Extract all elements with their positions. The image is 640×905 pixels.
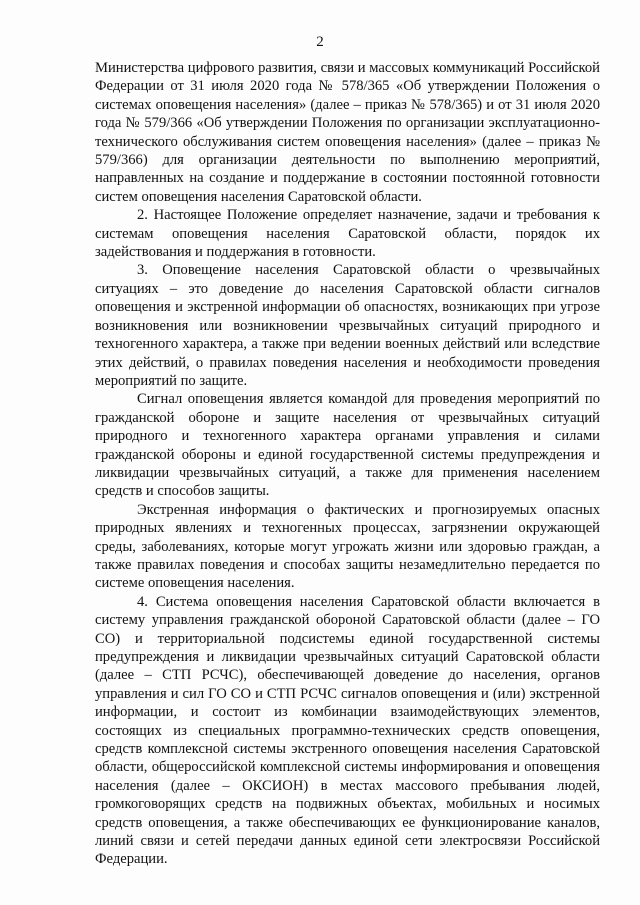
paragraph-item-4: 4. Система оповещения населения Саратовской области включается в систему управления гражданской обороной Саратовской области (далее – ГО СО) и территориальной подсистемы единой государственной системы предупреждения и ликвидации чрезвычайных ситуаций Саратовской области (далее – СТП РСЧС), обеспечивающей доведение до населения, органов управления и сил ГО СО и СТП РСЧС сигналов оповещения и (или) экстренной информации, и состоит из комбинации взаимодействующих элементов, состоящих из специальных программно-технических средств оповещения, средств комплексной системы экстренного оповещения населения Саратовской области, общероссийской комплексной системы информирования и оповещения населения (далее – ОКСИОН) в местах массового пребывания людей, громкоговорящих средств на подвижных объектах, мобильных и носимых средств оповещения, а также обеспечивающих ее функционирование каналов, линий связи и сетей передачи данных единой сети электросвязи Российской Федерации.: [95, 593, 600, 868]
document-body: [95, 59, 600, 869]
paragraph-emergency-info: Экстренная информация о фактических и прогнозируемых опасных природных явлениях и техногенных процессах, загрязнении окружающей среды, заболеваниях, которые могут угрожать жизни или здоровью граждан, а также правилах поведения и способах защиты незамедлительно передается по системе оповещения населения.: [95, 501, 600, 592]
paragraph-item-3: 3. Оповещение населения Саратовской области о чрезвычайных ситуациях – это доведение до населения Саратовской области сигналов оповещения и экстренной информации об опасностях, возникающих при угрозе возникновения или возникновении чрезвычайных ситуаций природного и техногенного характера, а также при ведении военных действий или вследствие этих действий, о правилах поведения населения и необходимости проведения мероприятий по защите.: [95, 262, 600, 389]
paragraph-item-2: 2. Настоящее Положение определяет назначение, задачи и требования к системам оповещения населения Саратовской области, порядок их задействования и поддержания в готовности.: [95, 207, 600, 261]
page-number: 2: [316, 34, 324, 50]
paragraph-signal: Сигнал оповещения является командой для проведения мероприятий по гражданской обороне и защите населения от чрезвычайных ситуаций природного и техногенного характера органами управления и силами гражданской обороны и единой государственной системы предупреждения и ликвидации чрезвычайных ситуаций, а также для применения населением средств и способов защиты.: [95, 391, 600, 500]
paragraph-continuation: Министерства цифрового развития, связи и массовых коммуникаций Российской Федерации от 31 июля 2020 года № 578/365 «Об утверждении Положения о системах оповещения населения» (далее – приказ № 578/365) и от 31 июля 2020 года № 579/366 «Об утверждении Положения по организации эксплуатационно-технического обслуживания систем оповещения населения» (далее – приказ № 579/366) для организации деятельности по выполнению мероприятий, направленных на создание и поддержание в состоянии постоянной готовности систем оповещения населения Саратовской области.: [95, 60, 600, 205]
